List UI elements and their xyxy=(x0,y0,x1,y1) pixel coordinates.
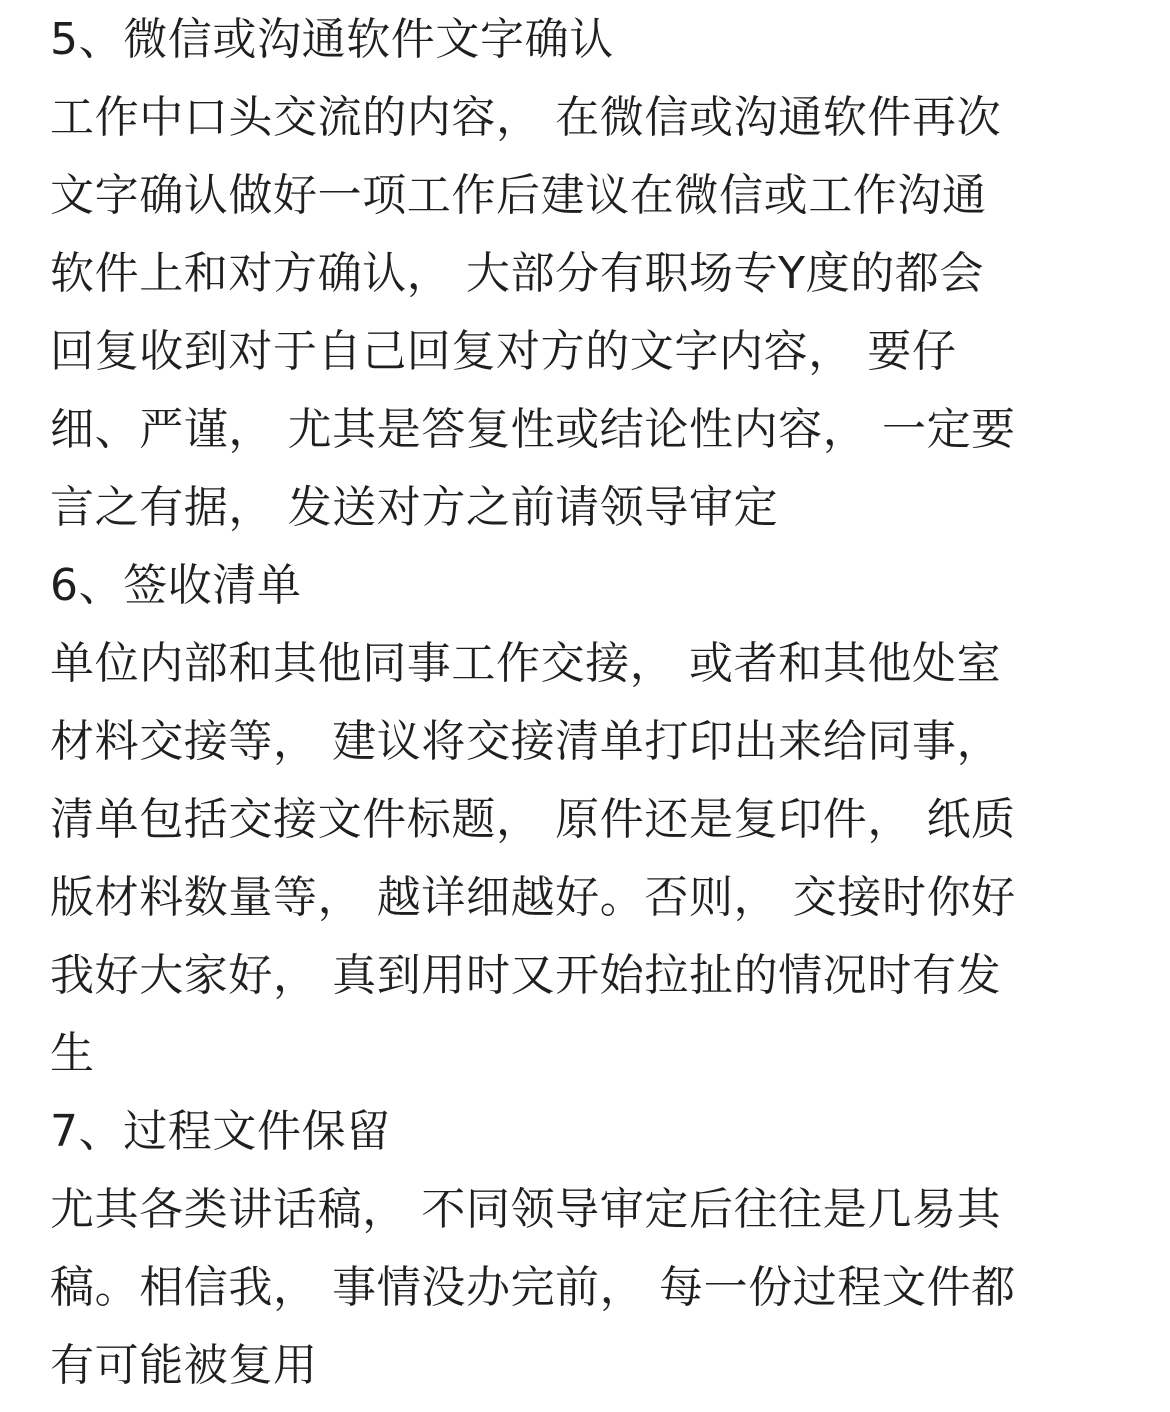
section-5-text-line: 文字确认做好一项工作后建议在微信或工作沟通 xyxy=(50,170,987,221)
section-7-text-line: 尤其各类讲话稿， 不同领导审定后往往是几易其 xyxy=(50,1184,1002,1235)
section-6-text-line: 版材料数量等， 越详细越好。否则， 交接时你好 xyxy=(50,872,1016,923)
section-6-text-line: 材料交接等， 建议将交接清单打印出来给同事， xyxy=(50,716,1002,767)
section-6-text-line: 单位内部和其他同事工作交接， 或者和其他处室 xyxy=(50,638,1002,689)
section-5-text-line: 软件上和对方确认， 大部分有职场专Y度的都会 xyxy=(50,248,985,299)
section-7-text-line: 稿。相信我， 事情没办完前， 每一份过程文件都 xyxy=(50,1262,1016,1313)
section-7-text-line: 有可能被复用 xyxy=(50,1340,318,1391)
section-5-heading: 5、微信或沟通软件文字确认 xyxy=(50,14,614,65)
section-5-text-line: 细、严谨， 尤其是答复性或结论性内容， 一定要 xyxy=(50,404,1016,455)
section-7-heading: 7、过程文件保留 xyxy=(50,1106,391,1157)
section-5-text-line: 工作中口头交流的内容， 在微信或沟通软件再次 xyxy=(50,92,1002,143)
section-6-text-line: 生 xyxy=(50,1028,95,1079)
section-5-text-line: 回复收到对于自己回复对方的文字内容， 要仔 xyxy=(50,326,957,377)
section-6-heading: 6、签收清单 xyxy=(50,560,302,611)
section-6-text-line: 我好大家好， 真到用时又开始拉扯的情况时有发 xyxy=(50,950,1002,1001)
section-6-text-line: 清单包括交接文件标题， 原件还是复印件， 纸质 xyxy=(50,794,1016,845)
section-5-text-line: 言之有据， 发送对方之前请领导审定 xyxy=(50,482,779,533)
